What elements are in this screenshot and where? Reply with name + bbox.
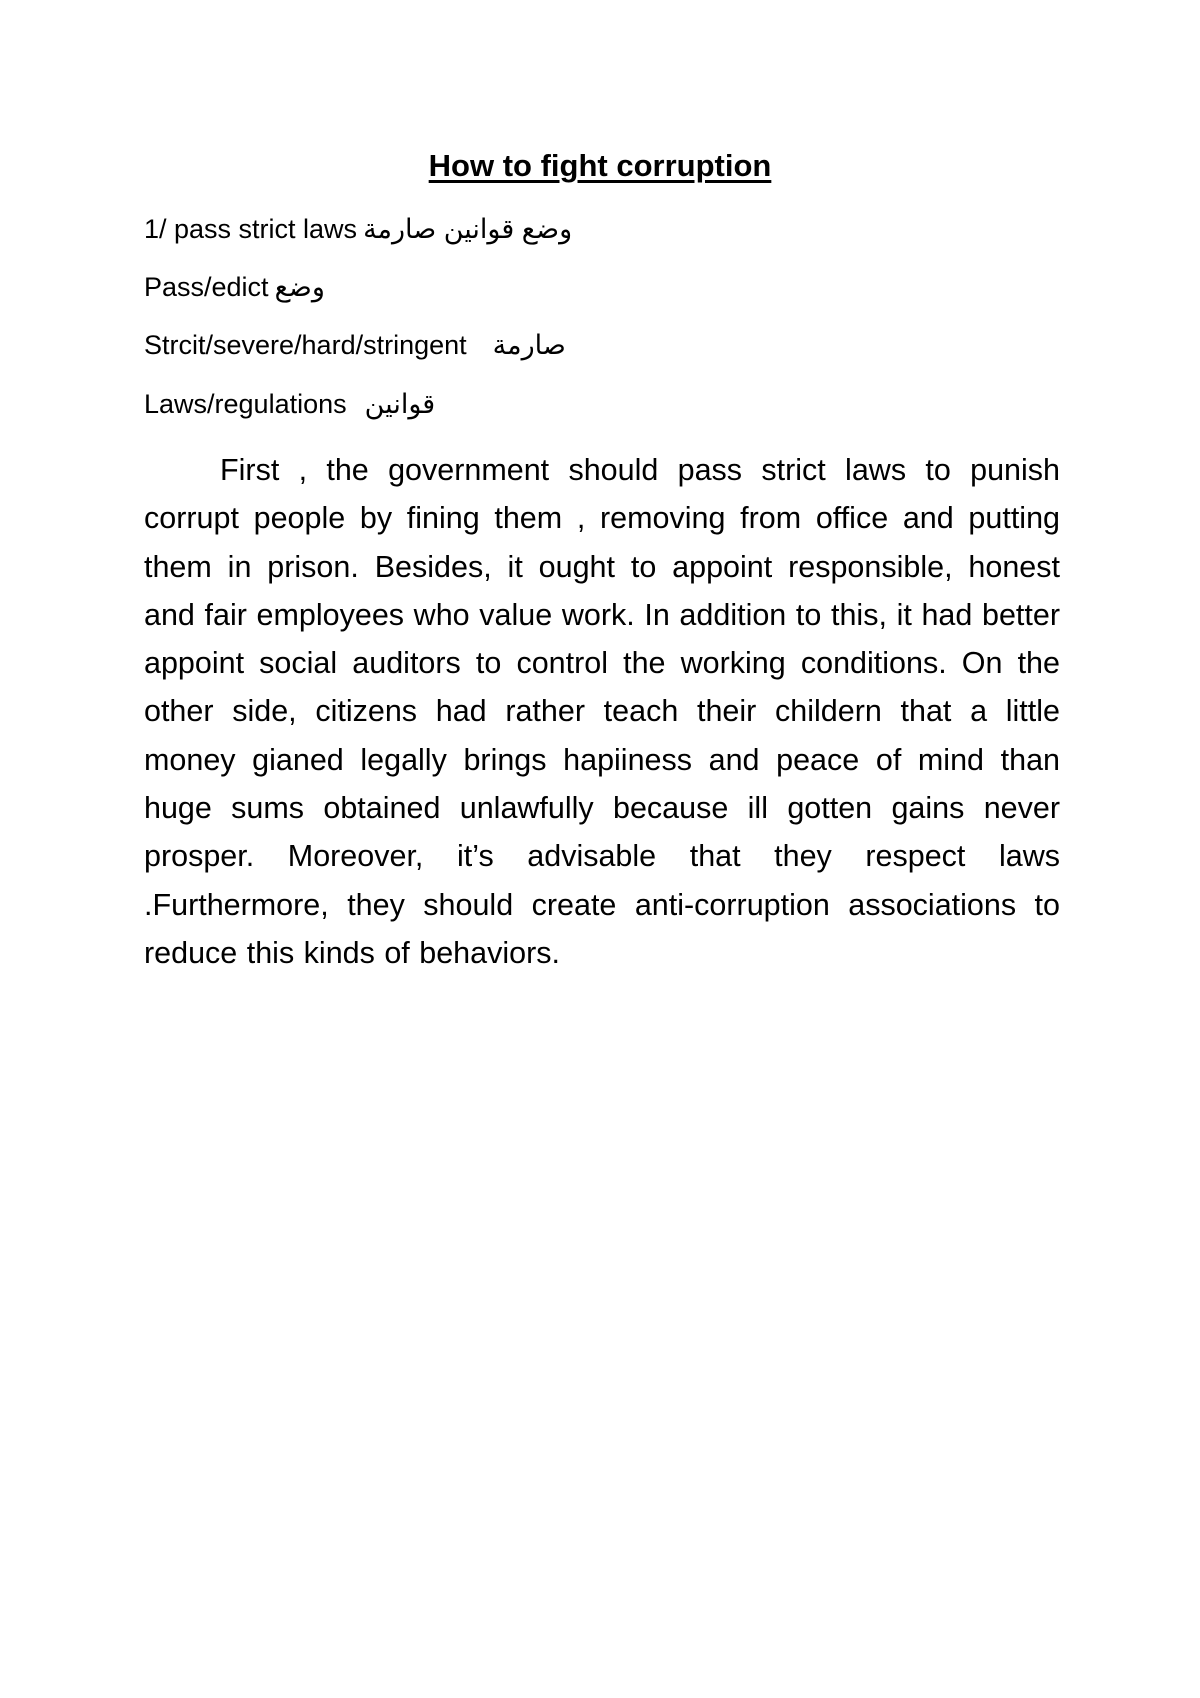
vocab-line-1: [144, 212, 572, 246]
vocab-line-3: [144, 328, 566, 362]
vocab-english-3: Strcit/severe/hard/stringent: [144, 330, 467, 360]
vocab-english-1: 1/ pass strict laws: [144, 214, 358, 244]
vocab-arabic-1: وضع قوانين صارمة: [363, 214, 573, 244]
vocab-line-2: [144, 270, 325, 304]
vocab-english-4: Laws/regulations: [144, 389, 347, 419]
vocab-arabic-2: وضع: [274, 272, 325, 302]
body-paragraph: First , the government should pass strict laws to punish corrupt people by fining them , removing from office and putting them in prison. Besides, it ought to appoint responsible, honest and fair employees who value work. In addition to this, it had better appoint social auditors to control the working conditions. On the other side, citizens had rather teach their childern that a little money gianed legally brings hapiiness and peace of mind than huge sums obtained unlawfully because ill gotten gains never prosper. Moreover, it’s advisable that they respect laws .Furthermore, they should create anti-corruption associations to reduce this kinds of behaviors.: [144, 453, 1060, 970]
vocab-line-4: [144, 387, 435, 421]
vocab-arabic-4: قوانين: [364, 389, 436, 419]
page-title: How to fight corruption: [428, 148, 772, 183]
vocab-arabic-3: صارمة: [492, 330, 566, 360]
vocab-english-2: Pass/edict: [144, 272, 269, 302]
